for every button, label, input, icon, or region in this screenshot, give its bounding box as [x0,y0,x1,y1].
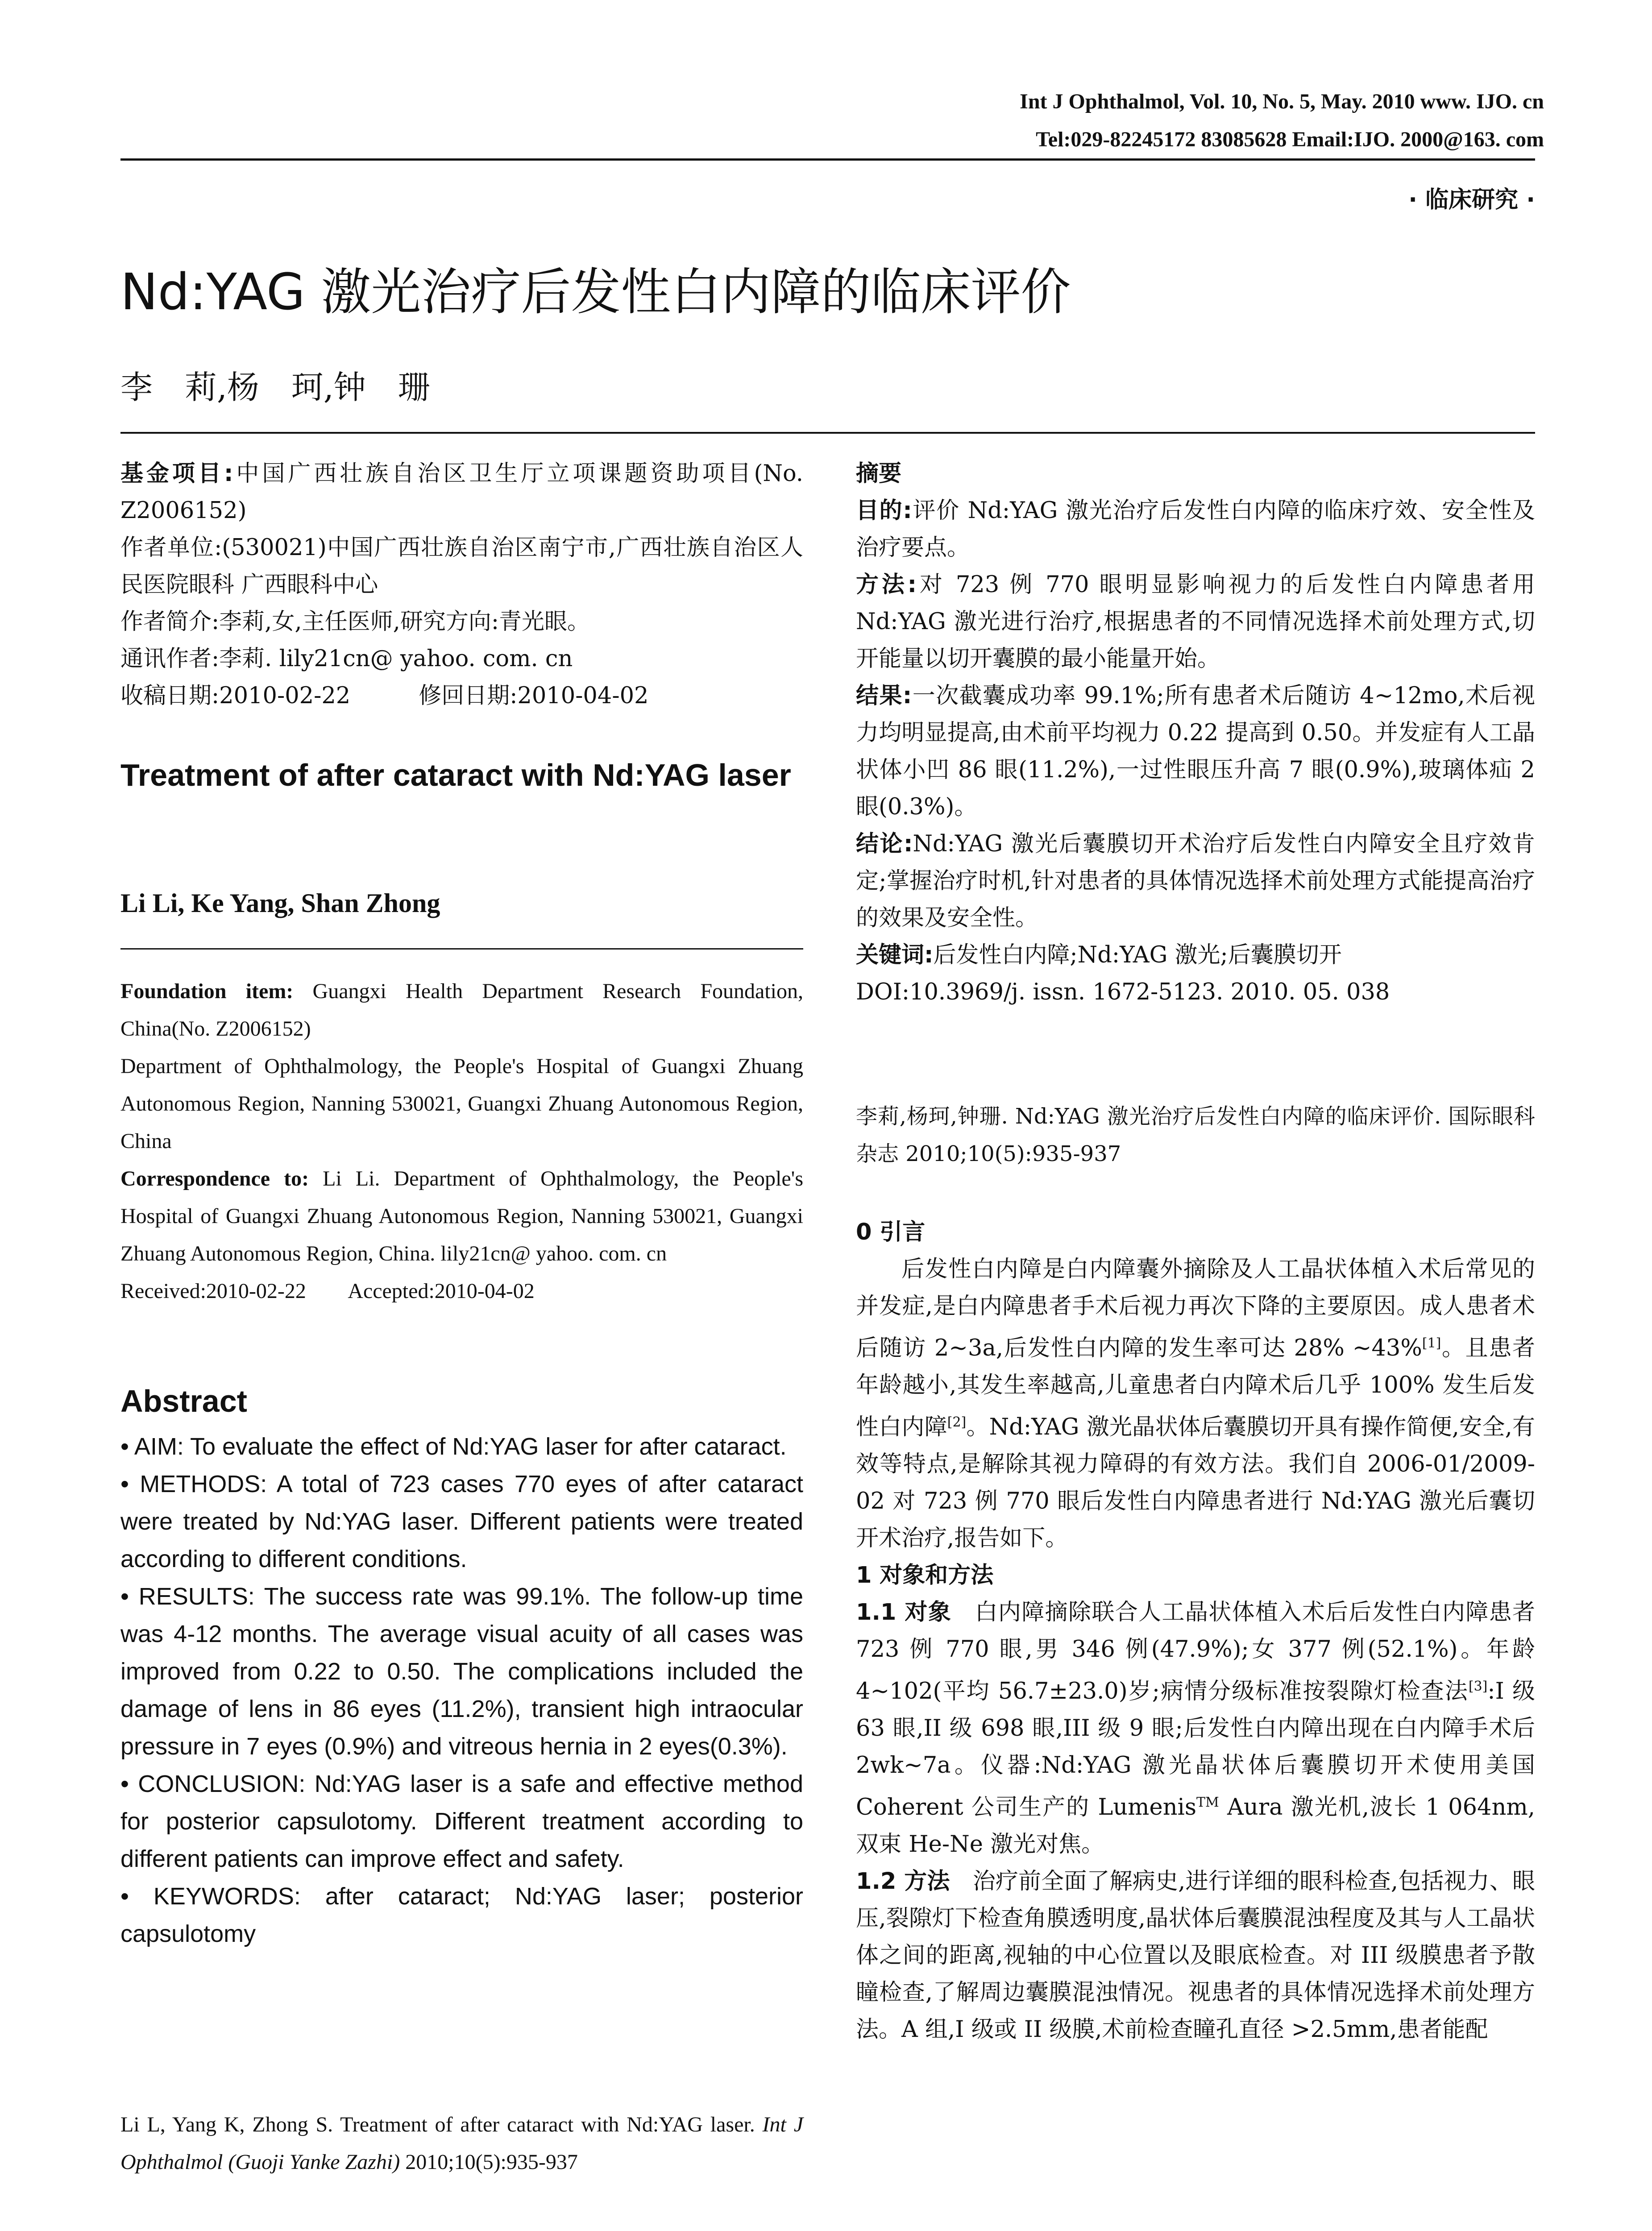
section-tag: · 临床研究 · [1408,187,1535,213]
department-en: Department of Ophthalmology, the People's Hospital of Guangxi Zhuang Autonomous Region, Nanning 530021, Guangxi Zhuang Autonomous Region, China [120,1054,803,1153]
methods-text-cn: 对 723 例 770 眼明显影响视力的后发性白内障患者用 Nd:YAG 激光进行治疗,根据患者的不同情况选择术前处理方式,切开能量以切开囊膜的最小能量开始。 [856,572,1535,672]
aim-label-cn: 目的: [856,498,912,524]
subjects-text-1: 白内障摘除联合人工晶状体植入术后后发性白内障患者 723 例 770 眼,男 346 例(47.9%);女 377 例(52.1%)。年龄 4~102(平均 56.7±23.0)岁;病情分级标准按裂隙灯检查法 [856,1599,1535,1704]
citation-en [120,2106,803,2181]
citation-en-authors-title: Li L, Yang K, Zhong S. Treatment of after cataract with Nd:YAG laser. [120,2113,763,2136]
article-info-en [120,973,803,1310]
foundation-text-cn: 中国广西壮族自治区卫生厅立项课题资助项目(No. Z2006152) [120,460,803,524]
corresponding-author-cn: 通讯作者:李莉. lily21cn@ yahoo. com. cn [120,646,573,672]
dates-cn: 收稿日期:2010-02-22 修回日期:2010-04-02 [120,683,649,709]
conclusion-text-cn: Nd:YAG 激光后囊膜切开术治疗后发性白内障安全且疗效肯定;掌握治疗时机,针对患者的具体情况选择术前处理方式能提高治疗的效果及安全性。 [856,831,1535,931]
author-unit-cn: 作者单位:(530021)中国广西壮族自治区南宁市,广西壮族自治区人民医院眼科 广西眼科中心 [120,535,803,598]
intro-paragraph [856,1251,1535,1557]
procedure-label: 1.2 方法 [856,1868,950,1895]
procedure-text: 治疗前全面了解病史,进行详细的眼科检查,包括视力、眼压,裂隙灯下检查角膜透明度,晶状体后囊膜混浊程度及其与人工晶状体之间的距离,视轴的中心位置以及眼底检查。对 III 级膜患者予散瞳检查,了解周边囊膜混浊情况。视患者的具体情况选择术前处理方法。A 组,I 级或 II 级膜,术前检查瞳孔直径 >2.5mm,患者能配 [856,1868,1535,2043]
citation-en-volume: 2010;10(5):935-937 [400,2150,578,2174]
ref-2: [2] [947,1414,967,1430]
correspondence-text-en: Li Li. Department of Ophthalmology, the People's Hospital of Guangxi Zhuang Autonomous Region, Nanning 530021, Guangxi Zhuang Autonomous Region, China. lily21cn@ yahoo. com. cn [120,1167,803,1265]
authors-cn: 李 莉,杨 珂,钟 珊 [120,369,430,406]
dates-en: Received:2010-02-22 Accepted:2010-04-02 [120,1279,535,1303]
keywords-label-cn: 关键词: [856,942,934,968]
procedure-paragraph [856,1863,1535,2048]
paper-title-en: Treatment of after cataract with Nd:YAG laser [120,758,791,792]
title-rule [120,432,1535,434]
abstract-heading-en: Abstract [120,1384,247,1418]
foundation-text-en: Guangxi Health Department Research Foundation, China(No. Z2006152) [120,979,803,1041]
doi: DOI:10.3969/j. issn. 1672-5123. 2010. 05. 038 [856,979,1390,1005]
trademark-mark: TM [1196,1795,1219,1810]
citation-en-journal: Int J Ophthalmol (Guoji Yanke Zazhi) [120,2113,804,2174]
article-info-cn [120,455,803,714]
abstract-en-aim: • AIM: To evaluate the effect of Nd:YAG laser for after cataract. [120,1433,787,1460]
intro-heading: 0 引言 [856,1219,926,1245]
ref-3: [3] [1468,1679,1488,1694]
abstract-en-conclusion: • CONCLUSION: Nd:YAG laser is a safe and effective method for posterior capsulotomy. Different treatment according to different patients can improve effect and safety. [120,1771,803,1872]
subjects-text-2: :I 级 63 眼,II 级 698 眼,III 级 9 眼;后发性白内障出现在白内障手术后 2wk~7a。仪器:Nd:YAG 激光晶状体后囊膜切开术使用美国 Coherent 公司生产的 Lumenis [856,1678,1535,1820]
abstract-en-results: • RESULTS: The success rate was 99.1%. The follow-up time was 4-12 months. The average visual acuity of all cases was improved from 0.22 to 0.50. The complications included the damage of lens in 86 eyes (11.2%), transient high intraocular pressure in 7 eyes (0.9%) and vitreous hernia in 2 eyes(0.3%). [120,1583,803,1760]
citation-cn: 李莉,杨珂,钟珊. Nd:YAG 激光治疗后发性白内障的临床评价. 国际眼科杂志 2010;10(5):935-937 [856,1104,1535,1166]
subjects-text-3: Aura 激光机,波长 1 064nm,双束 He-Ne 激光对焦。 [856,1794,1535,1858]
results-label-cn: 结果: [856,683,912,709]
abstract-en [120,1428,803,1953]
authors-en-rule [120,948,803,950]
aim-text-cn: 评价 Nd:YAG 激光治疗后发性白内障的临床疗效、安全性及治疗要点。 [856,498,1535,561]
authors-en: Li Li, Ke Yang, Shan Zhong [120,888,440,918]
ref-1: [1] [1422,1335,1441,1351]
paper-title-cn: Nd:YAG 激光治疗后发性白内障的临床评价 [120,263,1071,321]
article-body [856,1214,1535,2048]
keywords-text-cn: 后发性白内障;Nd:YAG 激光;后囊膜切开 [933,942,1342,968]
abstract-cn [856,455,1535,1011]
author-bio-cn: 作者简介:李莉,女,主任医师,研究方向:青光眼。 [120,609,590,635]
results-text-cn: 一次截囊成功率 99.1%;所有患者术后随访 4~12mo,术后视力均明显提高,由术前平均视力 0.22 提高到 0.50。并发症有人工晶状体小凹 86 眼(11.2%),一过性眼压升高 7 眼(0.9%),玻璃体疝 2 眼(0.3%)。 [856,683,1535,820]
methods-label-cn: 方法: [856,572,917,598]
abstract-heading-cn: 摘要 [856,460,902,487]
header-rule [120,158,1535,161]
journal-header-line2: Tel:029-82245172 83085628 Email:IJO. 2000@163. com [1036,128,1544,151]
foundation-label-en: Foundation item: [120,979,294,1003]
conclusion-label-cn: 结论: [856,831,913,857]
abstract-en-keywords: • KEYWORDS: after cataract; Nd:YAG laser; posterior capsulotomy [120,1883,803,1947]
correspondence-label-en: Correspondence to: [120,1167,309,1190]
journal-header-line1: Int J Ophthalmol, Vol. 10, No. 5, May. 2010 www. IJO. cn [1020,90,1544,113]
intro-text-1: 后发性白内障是白内障囊外摘除及人工晶状体植入术后常见的并发症,是白内障患者手术后视力再次下降的主要原因。成人患者术后随访 2~3a,后发性白内障的发生率可达 28% ~43% [856,1256,1535,1361]
subjects-paragraph [856,1594,1535,1863]
foundation-label-cn: 基金项目: [120,460,233,487]
intro-text-3: 。Nd:YAG 激光晶状体后囊膜切开具有操作简便,安全,有效等特点,是解除其视力障碍的有效方法。我们自 2006-01/2009-02 对 723 例 770 眼后发性白内障患者进行 Nd:YAG 激光后囊切开术治疗,报告如下。 [856,1414,1535,1551]
intro-text-2: 。且患者年龄越小,其发生率越高,儿童患者白内障术后几乎 100% 发生后发性白内障 [856,1335,1535,1440]
subjects-label: 1.1 对象 [856,1599,952,1626]
methods-section-heading: 1 对象和方法 [856,1562,994,1588]
abstract-en-methods: • METHODS: A total of 723 cases 770 eyes of after cataract were treated by Nd:YAG laser. Different patients were treated according to different conditions. [120,1471,803,1572]
